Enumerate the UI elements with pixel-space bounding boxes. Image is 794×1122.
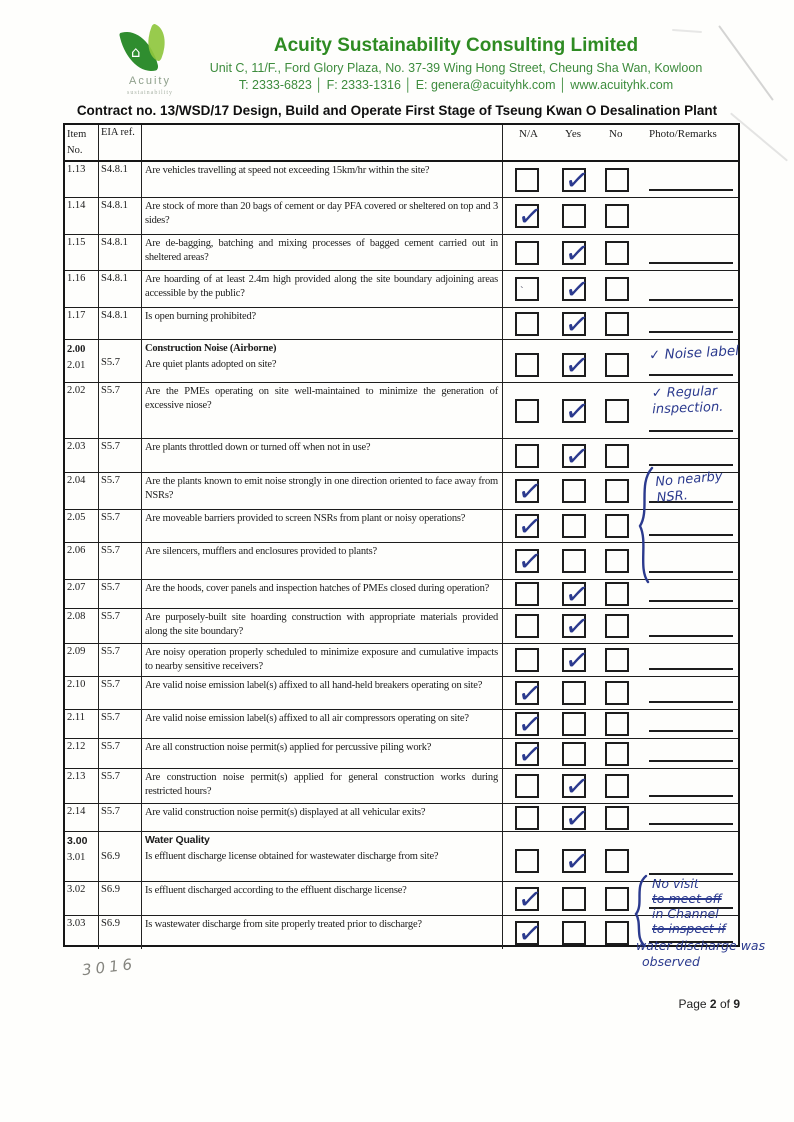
checkbox-na[interactable] [515, 312, 539, 336]
eia-ref: S6.9 [99, 882, 142, 915]
checkbox-yes[interactable] [562, 575, 592, 613]
header-remarks: Photo/Remarks [649, 128, 717, 140]
eia-ref: S4.8.1 [99, 308, 142, 339]
answer-cell [503, 198, 738, 234]
checkbox-yes[interactable] [562, 160, 592, 199]
tick-mark: ✓ [562, 767, 592, 805]
header-na: N/A [519, 128, 538, 140]
question-text: Are moveable barriers provided to screen NSRs from plant or noisy operations? [142, 510, 503, 542]
item-no: 3.02 [65, 882, 99, 915]
eia-ref: S5.7 [99, 383, 142, 438]
contract-title: Contract no. 13/WSD/17 Design, Build and Operate First Stage of Tseung Kwan O Desalination Plant [76, 103, 718, 118]
tick-mark: ✓ [515, 507, 545, 545]
question-text: Water Quality Is effluent discharge license obtained for wastewater discharge from site? [142, 832, 503, 881]
question-text: Are all construction noise permit(s) applied for percussive piling work? [142, 739, 503, 768]
header-item-no: Item No. [65, 125, 99, 160]
item-no: 3.00 3.01 [65, 832, 99, 881]
tick-mark: ✓ [562, 346, 592, 384]
table-row [65, 609, 738, 644]
checkbox-na[interactable] [515, 353, 539, 377]
section-title: Water Quality [145, 834, 210, 846]
checkbox-yes[interactable] [562, 842, 592, 880]
eia-ref: S5.7 [99, 439, 142, 472]
tick-mark: ✓ [515, 913, 545, 952]
remark-line [649, 730, 733, 732]
checkbox-no[interactable] [605, 887, 629, 911]
checkbox-na[interactable] [515, 913, 545, 952]
checkbox-yes[interactable] [562, 641, 592, 679]
remark-line [649, 262, 733, 264]
checkbox-no[interactable] [605, 444, 629, 468]
table-row [65, 705, 738, 743]
question-text: Are stock of more than 20 bags of cement or day PFA covered or sheltered on top and 3 sides? [142, 198, 503, 234]
answer-cell [503, 162, 738, 197]
checkbox-na[interactable] [515, 734, 545, 773]
handwritten-brace [634, 466, 656, 586]
company-address: Unit C, 11/F., Ford Glory Plaza, No. 37-39 Wing Hong Street, Cheung Sha Wan, Kowloon [209, 61, 703, 75]
pencil-note: 3016 [81, 954, 138, 980]
tick-mark: ✓ [562, 270, 592, 308]
section-title: Construction Noise (Airborne) [145, 343, 277, 354]
item-no: 2.08 [65, 609, 99, 643]
checkbox-yes[interactable] [562, 270, 592, 308]
checkbox-no[interactable] [605, 312, 629, 336]
eia-ref: S5.7 [99, 580, 142, 608]
table-header-row [65, 125, 738, 162]
tick-mark: ✓ [562, 391, 592, 430]
item-no: 3.03 [65, 916, 99, 949]
checkbox-yes[interactable] [562, 479, 586, 503]
checkbox-na[interactable] [515, 399, 539, 423]
answer-cell [503, 674, 738, 712]
checkbox-no[interactable] [605, 168, 629, 192]
checkbox-na[interactable] [515, 648, 539, 672]
eia-ref: S5.7 [99, 710, 142, 738]
remark-line [649, 823, 733, 825]
checkbox-na[interactable] [515, 241, 539, 265]
handwritten-note-no-nearby-nsr: No nearby NSR. [634, 466, 754, 586]
eia-ref: S5.7 [99, 510, 142, 542]
logo-tagline: sustainability [127, 90, 173, 96]
tick-mark: ✓ [562, 607, 592, 645]
item-no: 2.03 [65, 439, 99, 472]
eia-ref: S4.8.1 [99, 235, 142, 270]
house-icon: ⌂ [131, 43, 141, 61]
checkbox-no[interactable] [605, 399, 629, 423]
remark-line [649, 189, 733, 191]
checkbox-no[interactable] [605, 353, 629, 377]
answer-cell [503, 734, 738, 773]
header-yes: Yes [565, 128, 582, 140]
checkbox-yes[interactable] [562, 681, 586, 705]
item-no: 1.13 [65, 162, 99, 197]
item-no: 1.17 [65, 308, 99, 339]
tick-mark: ✓ [562, 798, 592, 837]
item-no: 2.02 [65, 383, 99, 438]
answer-cell [503, 769, 738, 803]
checkbox-no[interactable] [605, 849, 629, 873]
checkbox-na[interactable] [515, 444, 539, 468]
handwritten-note-noise-label: ✓ Noise label [648, 342, 740, 364]
checkbox-na[interactable] [515, 705, 545, 743]
table-row [65, 198, 738, 235]
scanned-checklist-page: ⌂ Acuity sustainability Acuity Sustainability Consulting Limited Unit C, 11/F., Ford Glory Plaza, No. 37-39 Wing Hong Street, Cheung Sha Wan, Kowloon T: 2333-6823 │ F: 2333-1316 │ E: genera@acuityhk.com │ www.acuityhk.com Contract no. 13/WSD/17 Design, Build and Operate First Stage of Tseung Kwan O Desalination Plant Item No. EIA ref. N/A Yes No Photo/Remarks 1.13 S4.8.1 Are vehicles travelling at speed not exceeding 15km/hr within the site? ✓ 1.14 S4.8.1 Are stock of more than 20 bags of cement or day PFA covered or sheltered on top and 3 sides? ✓ 1.15 S4.8.1 Are de-bagging, batching and mixing processes of bagged cement carried out in sheltered areas? ✓ 1.16 S4.8.1 Are hoarding of at least 2.4m high provided along the site boundary adjoining areas accessible by the public? ` ✓ 1.17 S4.8.1 Is open burning prohibited? ✓ 2.00 2.01 S5.7 Construction Noise (Airborne) Are quiet plants adopted on site? ✓ 2.02 S5.7 Are the PMEs operating on site well-maintained to minimize the generation of excessive niose? ✓ 2.03 S5.7 Are plants throttled down or turned off when not in use? ✓ 2.04 S5.7 Are the plants known to emit noise strongly in one direction oriented to face away from NSRs? ✓ 2.05 S5.7 Are moveable barriers provided to screen NSRs from plant or noisy operations? ✓ 2.06 S5.7 Are silencers, mufflers and enclosures provided to plants? ✓ 2.07 S5.7 Are the hoods, cover panels and inspection hatches of PMEs closed during operation? ✓ 2.08 S5.7 Are purposely-built site hoarding construction with appropriate materials provided along the site boundary? ✓ 2.09 S5.7 Are noisy operation properly scheduled to minimize exposure and cumulative impacts to nearby sensitive receivers? ✓ 2.10 S5.7 Are valid noise emission label(s) affixed to all hand-held breakers operating on site? ✓ 2.11 S5.7 Are valid noise emission label(s) affixed to all air compressors operating on site? ✓ 2.12 S5.7 Are all construction noise permit(s) applied for percussive piling work? ✓ 2.13 S5.7 Are construction noise permit(s) applied for general construction works during restricted hours? ✓ 2.14 S5.7 Are valid construction noise permit(s) displayed at all vehicular exits? ✓ 3.00 3.01 S6.9 Water Quality Is effluent discharge license obtained for wastewater discharge from site? ✓ 3.02 S6.9 Is effluent discharged according to the effluent discharge license? ✓ 3.03 S6.9 Is wastewater discharge from site properly treated prior to discharge? ✓ ✓ Noise label ✓ Regular inspection. No nearby NSR. No visit to meet off in Channel to inspect if water discharge was observed 3016 Page 2 of 9 [0, 0, 794, 1122]
checkbox-na[interactable] [515, 472, 545, 510]
checkbox-yes[interactable] [562, 887, 586, 911]
question-text: Are purposely-built site hoarding construction with appropriate materials provided along the site boundary? [142, 609, 503, 643]
checkbox-na[interactable] [515, 849, 539, 873]
item-no: 2.14 [65, 804, 99, 831]
remark-line [649, 760, 733, 762]
answer-cell [503, 641, 738, 679]
question-text: Are valid construction noise permit(s) displayed at all vehicular exits? [142, 804, 503, 831]
header-question [142, 125, 503, 160]
eia-ref: S4.8.1 [99, 271, 142, 307]
question-text: Are noisy operation properly scheduled to minimize exposure and cumulative impacts to nearby sensitive receivers? [142, 644, 503, 676]
table-row [65, 734, 738, 773]
question-text: Are hoarding of at least 2.4m high provided along the site boundary adjoining areas accessible by the public? [142, 271, 503, 307]
table-row [65, 304, 738, 343]
checkbox-yes[interactable] [562, 798, 592, 837]
answer-cell [503, 609, 738, 643]
tick-mark: ✓ [515, 542, 545, 580]
eia-ref: S5.7 [99, 340, 142, 382]
checkbox-na[interactable] [515, 197, 545, 235]
company-contacts: T: 2333-6823 │ F: 2333-1316 │ E: genera@acuityhk.com │ www.acuityhk.com [238, 78, 674, 92]
tick-mark: ✓ [515, 674, 545, 712]
handwritten-note-regular-inspection: ✓ Regular inspection. [651, 383, 724, 417]
eia-ref: S5.7 [99, 804, 142, 831]
eia-ref: S4.8.1 [99, 162, 142, 197]
eia-ref: S5.7 [99, 644, 142, 676]
checkbox-no[interactable] [605, 921, 629, 945]
checkbox-yes[interactable] [562, 514, 586, 538]
tick-mark: ✓ [515, 705, 545, 743]
checkbox-no[interactable] [605, 742, 629, 766]
tick-mark: ✓ [562, 160, 592, 199]
checkbox-na[interactable] [515, 674, 545, 712]
question-text: Are construction noise permit(s) applied for general construction works during restricted hours? [142, 769, 503, 803]
checkbox-no[interactable] [605, 277, 629, 301]
checkbox-yes[interactable] [562, 304, 592, 343]
item-no: 1.15 [65, 235, 99, 270]
checkbox-na[interactable] [515, 542, 545, 580]
tick-mark: ✓ [515, 734, 545, 773]
question-text: Are plants throttled down or turned off when not in use? [142, 439, 503, 472]
table-row [65, 383, 738, 439]
header-eia-ref: EIA ref. [99, 125, 142, 160]
checkbox-yes[interactable] [562, 742, 586, 766]
eia-ref: S5.7 [99, 609, 142, 643]
header-answers [503, 125, 738, 160]
checkbox-no[interactable] [605, 582, 629, 606]
item-no: 2.00 2.01 [65, 340, 99, 382]
scan-artifact [672, 29, 702, 33]
question-text: Is open burning prohibited? [142, 308, 503, 339]
eia-ref: S5.7 [99, 677, 142, 709]
eia-ref: S4.8.1 [99, 198, 142, 234]
answer-cell [503, 705, 738, 743]
checkbox-no[interactable] [605, 806, 629, 830]
question-text: Are the plants known to emit noise strongly in one direction oriented to face away from NSRs? [142, 473, 503, 509]
checkbox-no[interactable] [605, 549, 629, 573]
checkbox-no[interactable] [605, 204, 629, 228]
remark-line [649, 600, 733, 602]
table-row [65, 674, 738, 712]
question-text: Is wastewater discharge from site properly treated prior to discharge? [142, 916, 503, 949]
checkbox-no[interactable] [605, 681, 629, 705]
item-no: 1.14 [65, 198, 99, 234]
handwritten-brace [630, 874, 650, 948]
checkbox-yes[interactable] [562, 204, 586, 228]
remark-line [649, 668, 733, 670]
item-no: 2.13 [65, 769, 99, 803]
answer-cell [503, 271, 738, 307]
tick-mark: ✓ [562, 233, 592, 272]
logo-name: Acuity [129, 75, 171, 87]
answer-cell [503, 798, 738, 837]
item-no: 2.10 [65, 677, 99, 709]
question-text: Are the hoods, cover panels and inspection hatches of PMEs closed during operation? [142, 580, 503, 608]
remark-line [649, 701, 733, 703]
tick-mark: ✓ [515, 197, 545, 235]
item-no: 2.12 [65, 739, 99, 768]
header-no: No [609, 128, 623, 140]
checkbox-yes[interactable] [562, 607, 592, 645]
checkbox-na[interactable] [515, 277, 539, 301]
table-row [65, 162, 738, 198]
checkbox-na[interactable] [515, 614, 539, 638]
table-row [65, 798, 738, 837]
checkbox-no[interactable] [605, 648, 629, 672]
table-row [65, 769, 738, 804]
page-number: Page 2 of 9 [678, 997, 740, 1011]
table-row [65, 271, 738, 308]
question-text: Are vehicles travelling at speed not exceeding 15km/hr within the site? [142, 162, 503, 197]
item-no: 2.11 [65, 710, 99, 738]
checkbox-yes[interactable] [562, 391, 592, 430]
table-row-section [65, 340, 738, 383]
eia-ref: S5.7 [99, 473, 142, 509]
question-text: Construction Noise (Airborne) Are quiet plants adopted on site? [142, 340, 503, 382]
remark-line [649, 374, 733, 376]
table-row [65, 641, 738, 679]
item-no: 2.05 [65, 510, 99, 542]
eia-ref: S6.9 [99, 916, 142, 949]
tick-mark: ✓ [562, 304, 592, 343]
checkbox-no[interactable] [605, 712, 629, 736]
tick-mark: ✓ [562, 842, 592, 880]
stray-pen-mark: ` [520, 284, 524, 297]
checkbox-yes[interactable] [562, 921, 586, 945]
checkbox-no[interactable] [605, 479, 629, 503]
question-text: Are silencers, mufflers and enclosures provided to plants? [142, 543, 503, 579]
company-name: Acuity Sustainability Consulting Limited [273, 35, 639, 56]
remark-line [649, 795, 733, 797]
tick-mark: ✓ [562, 575, 592, 613]
checkbox-yes[interactable] [562, 233, 592, 272]
checkbox-no[interactable] [605, 614, 629, 638]
remark-line [649, 331, 733, 333]
checkbox-yes[interactable] [562, 346, 592, 384]
item-no: 2.09 [65, 644, 99, 676]
item-no: 2.07 [65, 580, 99, 608]
answer-cell [503, 832, 738, 881]
tick-mark: ✓ [562, 436, 592, 475]
checkbox-na[interactable] [515, 168, 539, 192]
question-text: Are valid noise emission label(s) affixed to all air compressors operating on site? [142, 710, 503, 738]
tick-mark: ✓ [562, 641, 592, 679]
checkbox-yes[interactable] [562, 436, 592, 475]
tick-mark: ✓ [515, 879, 545, 918]
remark-line [649, 430, 733, 432]
checkbox-no[interactable] [605, 514, 629, 538]
item-no: 2.06 [65, 543, 99, 579]
answer-cell [503, 235, 738, 270]
answer-cell [503, 304, 738, 343]
tick-mark: ✓ [515, 472, 545, 510]
checkbox-na[interactable] [515, 806, 539, 830]
item-no: 2.04 [65, 473, 99, 509]
checkbox-yes[interactable] [562, 767, 592, 805]
checkbox-na[interactable] [515, 507, 545, 545]
checkbox-no[interactable] [605, 774, 629, 798]
checkbox-yes[interactable] [562, 549, 586, 573]
question-text: Are valid noise emission label(s) affixed to all hand-held breakers operating on site? [142, 677, 503, 709]
eia-ref: S5.7 [99, 543, 142, 579]
item-no: 1.16 [65, 271, 99, 307]
checkbox-no[interactable] [605, 241, 629, 265]
eia-ref: S6.9 [99, 832, 142, 881]
checkbox-na[interactable] [515, 774, 539, 798]
remark-line [649, 635, 733, 637]
eia-ref: S5.7 [99, 739, 142, 768]
checkbox-na[interactable] [515, 582, 539, 606]
question-text: Are de-bagging, batching and mixing processes of bagged cement carried out in sheltered areas? [142, 235, 503, 270]
checkbox-na[interactable] [515, 879, 545, 918]
eia-ref: S5.7 [99, 769, 142, 803]
question-text: Is effluent discharged according to the effluent discharge license? [142, 882, 503, 915]
remark-line [649, 299, 733, 301]
checkbox-yes[interactable] [562, 712, 586, 736]
remark-line [649, 873, 733, 875]
question-text: Are the PMEs operating on site well-maintained to minimize the generation of excessive niose? [142, 383, 503, 438]
table-row [65, 235, 738, 271]
